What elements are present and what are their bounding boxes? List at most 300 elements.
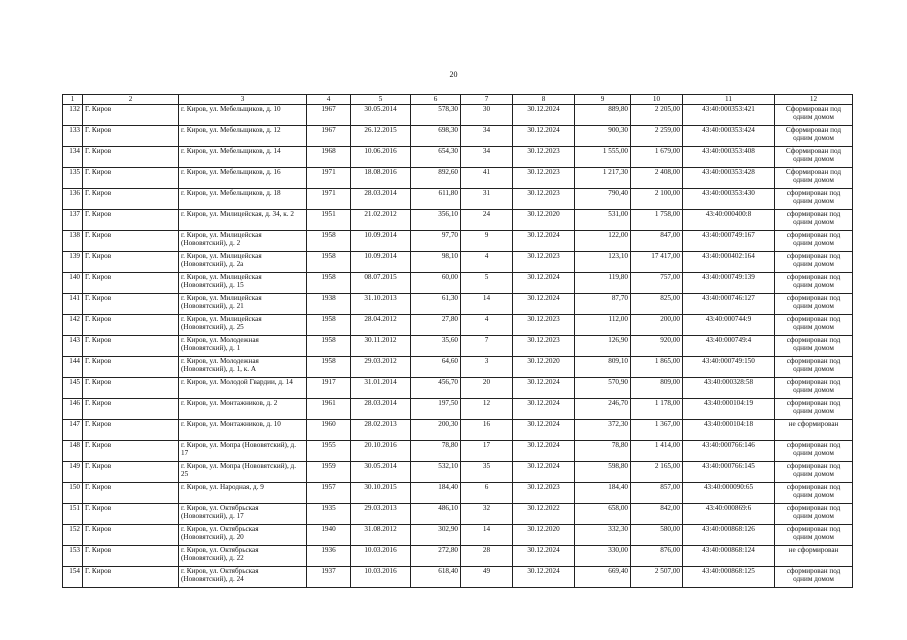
period-cell: 30.12.2024: [513, 567, 575, 588]
address-cell: г. Киров, ул. Милицейская (Нововятский), д. 2а: [179, 252, 307, 273]
period-cell: 30.12.2023: [513, 252, 575, 273]
period-cell: 30.12.2024: [513, 126, 575, 147]
year-cell: 1951: [307, 210, 351, 231]
table-row: [63, 210, 853, 231]
area-cell: 302,90: [411, 525, 461, 546]
address-cell: г. Киров, ул. Мебельщиков, д. 14: [179, 147, 307, 168]
table-row: [63, 504, 853, 525]
date-cell: 30.10.2015: [351, 483, 411, 504]
value10-cell: 580,00: [631, 525, 683, 546]
year-cell: 1936: [307, 546, 351, 567]
column-header: 7: [461, 95, 513, 105]
date-cell: 26.12.2015: [351, 126, 411, 147]
count-cell: 4: [461, 252, 513, 273]
row-number: 147: [63, 420, 83, 441]
value10-cell: 857,00: [631, 483, 683, 504]
row-number: 152: [63, 525, 83, 546]
value9-cell: 598,80: [575, 462, 631, 483]
city-cell: Г. Киров: [83, 483, 179, 504]
value9-cell: 246,70: [575, 399, 631, 420]
status-cell: сформирован под одним домом: [775, 399, 853, 420]
date-cell: 30.11.2012: [351, 336, 411, 357]
area-cell: 200,30: [411, 420, 461, 441]
city-cell: Г. Киров: [83, 546, 179, 567]
period-cell: 30.12.2024: [513, 546, 575, 567]
status-cell: Сформирован под одним домом: [775, 105, 853, 126]
value10-cell: 1 865,00: [631, 357, 683, 378]
row-number: 137: [63, 210, 83, 231]
year-cell: 1955: [307, 441, 351, 462]
count-cell: 32: [461, 504, 513, 525]
year-cell: 1958: [307, 252, 351, 273]
count-cell: 30: [461, 105, 513, 126]
page-number: 20: [449, 70, 458, 79]
area-cell: 892,60: [411, 168, 461, 189]
count-cell: 20: [461, 378, 513, 399]
row-number: 135: [63, 168, 83, 189]
value9-cell: 1 555,00: [575, 147, 631, 168]
year-cell: 1940: [307, 525, 351, 546]
table-row: [63, 546, 853, 567]
value9-cell: 330,00: [575, 546, 631, 567]
count-cell: 3: [461, 357, 513, 378]
cadastral-cell: 43:40:000353:424: [683, 126, 775, 147]
status-cell: сформирован под одним домом: [775, 336, 853, 357]
year-cell: 1967: [307, 126, 351, 147]
status-cell: сформирован под одним домом: [775, 252, 853, 273]
period-cell: 30.12.2024: [513, 105, 575, 126]
value10-cell: 847,00: [631, 231, 683, 252]
date-cell: 31.10.2013: [351, 294, 411, 315]
row-number: 132: [63, 105, 83, 126]
value10-cell: 920,00: [631, 336, 683, 357]
row-number: 153: [63, 546, 83, 567]
cadastral-cell: 43:40:000868:126: [683, 525, 775, 546]
value10-cell: 1 414,00: [631, 441, 683, 462]
value10-cell: 757,00: [631, 273, 683, 294]
status-cell: Сформирован под одним домом: [775, 147, 853, 168]
area-cell: 78,80: [411, 441, 461, 462]
housing-table: [62, 94, 853, 588]
date-cell: 10.03.2016: [351, 567, 411, 588]
table-row: [63, 273, 853, 294]
period-cell: 30.12.2023: [513, 336, 575, 357]
cadastral-cell: 43:40:000749:139: [683, 273, 775, 294]
value9-cell: 332,30: [575, 525, 631, 546]
date-cell: 10.09.2014: [351, 231, 411, 252]
row-number: 136: [63, 189, 83, 210]
cadastral-cell: 43:40:000749:167: [683, 231, 775, 252]
year-cell: 1917: [307, 378, 351, 399]
city-cell: Г. Киров: [83, 462, 179, 483]
value10-cell: 1 758,00: [631, 210, 683, 231]
value10-cell: 825,00: [631, 294, 683, 315]
city-cell: Г. Киров: [83, 126, 179, 147]
city-cell: Г. Киров: [83, 525, 179, 546]
date-cell: 30.05.2014: [351, 105, 411, 126]
value10-cell: 200,00: [631, 315, 683, 336]
status-cell: не сформирован: [775, 546, 853, 567]
value10-cell: 2 100,00: [631, 189, 683, 210]
count-cell: 4: [461, 315, 513, 336]
address-cell: г. Киров, ул. Мебельщиков, д. 10: [179, 105, 307, 126]
cadastral-cell: 43:40:000353:428: [683, 168, 775, 189]
count-cell: 7: [461, 336, 513, 357]
area-cell: 98,10: [411, 252, 461, 273]
column-header: 4: [307, 95, 351, 105]
column-header: 9: [575, 95, 631, 105]
date-cell: 10.09.2014: [351, 252, 411, 273]
city-cell: Г. Киров: [83, 567, 179, 588]
area-cell: 64,60: [411, 357, 461, 378]
value10-cell: 2 259,00: [631, 126, 683, 147]
period-cell: 30.12.2022: [513, 504, 575, 525]
date-cell: 28.03.2014: [351, 399, 411, 420]
row-number: 142: [63, 315, 83, 336]
table-row: [63, 462, 853, 483]
value10-cell: 809,00: [631, 378, 683, 399]
area-cell: 61,30: [411, 294, 461, 315]
year-cell: 1958: [307, 231, 351, 252]
value9-cell: 1 217,30: [575, 168, 631, 189]
value10-cell: 842,00: [631, 504, 683, 525]
date-cell: 28.04.2012: [351, 315, 411, 336]
area-cell: 197,50: [411, 399, 461, 420]
value10-cell: 876,00: [631, 546, 683, 567]
count-cell: 49: [461, 567, 513, 588]
address-cell: г. Киров, ул. Молодежная (Нововятский), д. 1, к. А: [179, 357, 307, 378]
row-number: 149: [63, 462, 83, 483]
area-cell: 356,10: [411, 210, 461, 231]
value9-cell: 809,10: [575, 357, 631, 378]
year-cell: 1959: [307, 462, 351, 483]
area-cell: 272,80: [411, 546, 461, 567]
count-cell: 41: [461, 168, 513, 189]
housing-table-container: [62, 94, 852, 588]
date-cell: 31.08.2012: [351, 525, 411, 546]
status-cell: сформирован под одним домом: [775, 231, 853, 252]
status-cell: сформирован под одним домом: [775, 378, 853, 399]
city-cell: Г. Киров: [83, 168, 179, 189]
value9-cell: 122,00: [575, 231, 631, 252]
year-cell: 1958: [307, 336, 351, 357]
address-cell: г. Киров, ул. Милицейская (Нововятский), д. 15: [179, 273, 307, 294]
address-cell: г. Киров, ул. Молодежная (Нововятский), д. 1: [179, 336, 307, 357]
cadastral-cell: 43:40:000402:164: [683, 252, 775, 273]
city-cell: Г. Киров: [83, 378, 179, 399]
date-cell: 30.05.2014: [351, 462, 411, 483]
column-header: 8: [513, 95, 575, 105]
period-cell: 30.12.2023: [513, 168, 575, 189]
value10-cell: 2 205,00: [631, 105, 683, 126]
count-cell: 35: [461, 462, 513, 483]
table-row: [63, 336, 853, 357]
row-number: 140: [63, 273, 83, 294]
address-cell: г. Киров, ул. Милицейская (Нововятский), д. 2: [179, 231, 307, 252]
value9-cell: 112,00: [575, 315, 631, 336]
date-cell: 20.10.2016: [351, 441, 411, 462]
period-cell: 30.12.2023: [513, 315, 575, 336]
date-cell: 31.01.2014: [351, 378, 411, 399]
row-number: 145: [63, 378, 83, 399]
area-cell: 578,30: [411, 105, 461, 126]
row-number: 141: [63, 294, 83, 315]
table-row: [63, 399, 853, 420]
table-row: [63, 315, 853, 336]
year-cell: 1957: [307, 483, 351, 504]
value10-cell: 1 367,00: [631, 420, 683, 441]
area-cell: 60,00: [411, 273, 461, 294]
address-cell: г. Киров, ул. Октябрьская (Нововятский), д. 20: [179, 525, 307, 546]
table-row: [63, 378, 853, 399]
status-cell: сформирован под одним домом: [775, 315, 853, 336]
cadastral-cell: 43:40:000766:146: [683, 441, 775, 462]
value9-cell: 669,40: [575, 567, 631, 588]
table-row: [63, 483, 853, 504]
date-cell: 29.03.2012: [351, 357, 411, 378]
city-cell: Г. Киров: [83, 105, 179, 126]
cadastral-cell: 43:40:000868:125: [683, 567, 775, 588]
status-cell: Сформирован под одним домом: [775, 168, 853, 189]
column-header: 11: [683, 95, 775, 105]
area-cell: 618,40: [411, 567, 461, 588]
address-cell: г. Киров, ул. Мебельщиков, д. 16: [179, 168, 307, 189]
status-cell: сформирован под одним домом: [775, 189, 853, 210]
year-cell: 1958: [307, 315, 351, 336]
value10-cell: 17 417,00: [631, 252, 683, 273]
city-cell: Г. Киров: [83, 231, 179, 252]
period-cell: 30.12.2024: [513, 273, 575, 294]
column-header: 12: [775, 95, 853, 105]
date-cell: 10.06.2016: [351, 147, 411, 168]
address-cell: г. Киров, ул. Октябрьская (Нововятский), д. 17: [179, 504, 307, 525]
column-header: 6: [411, 95, 461, 105]
cadastral-cell: 43:40:000400:8: [683, 210, 775, 231]
table-row: [63, 105, 853, 126]
city-cell: Г. Киров: [83, 252, 179, 273]
row-number: 146: [63, 399, 83, 420]
row-number: 150: [63, 483, 83, 504]
date-cell: 08.07.2015: [351, 273, 411, 294]
area-cell: 611,80: [411, 189, 461, 210]
date-cell: 18.08.2016: [351, 168, 411, 189]
address-cell: г. Киров, ул. Народная, д. 9: [179, 483, 307, 504]
cadastral-cell: 43:40:000353:430: [683, 189, 775, 210]
city-cell: Г. Киров: [83, 420, 179, 441]
status-cell: Сформирован под одним домом: [775, 126, 853, 147]
status-cell: сформирован под одним домом: [775, 525, 853, 546]
table-row: [63, 231, 853, 252]
period-cell: 30.12.2024: [513, 441, 575, 462]
year-cell: 1971: [307, 189, 351, 210]
value9-cell: 658,00: [575, 504, 631, 525]
period-cell: 30.12.2024: [513, 462, 575, 483]
count-cell: 12: [461, 399, 513, 420]
date-cell: 28.03.2014: [351, 189, 411, 210]
value9-cell: 78,80: [575, 441, 631, 462]
period-cell: 30.12.2024: [513, 378, 575, 399]
row-number: 138: [63, 231, 83, 252]
year-cell: 1958: [307, 273, 351, 294]
value9-cell: 372,30: [575, 420, 631, 441]
status-cell: сформирован под одним домом: [775, 504, 853, 525]
cadastral-cell: 43:40:000090:65: [683, 483, 775, 504]
area-cell: 27,80: [411, 315, 461, 336]
table-row: [63, 189, 853, 210]
status-cell: сформирован под одним домом: [775, 273, 853, 294]
area-cell: 486,10: [411, 504, 461, 525]
count-cell: 24: [461, 210, 513, 231]
date-cell: 21.02.2012: [351, 210, 411, 231]
status-cell: не сформирован: [775, 420, 853, 441]
header-row: [63, 95, 853, 105]
address-cell: г. Киров, ул. Монтажников, д. 10: [179, 420, 307, 441]
table-row: [63, 168, 853, 189]
city-cell: Г. Киров: [83, 189, 179, 210]
address-cell: г. Киров, ул. Мопра (Нововятский), д. 17: [179, 441, 307, 462]
column-header: 3: [179, 95, 307, 105]
table-row: [63, 126, 853, 147]
count-cell: 34: [461, 126, 513, 147]
table-row: [63, 147, 853, 168]
date-cell: 28.02.2013: [351, 420, 411, 441]
row-number: 133: [63, 126, 83, 147]
period-cell: 30.12.2020: [513, 210, 575, 231]
cadastral-cell: 43:40:000328:58: [683, 378, 775, 399]
status-cell: сформирован под одним домом: [775, 210, 853, 231]
cadastral-cell: 43:40:000744:9: [683, 315, 775, 336]
city-cell: Г. Киров: [83, 315, 179, 336]
year-cell: 1938: [307, 294, 351, 315]
status-cell: сформирован под одним домом: [775, 294, 853, 315]
period-cell: 30.12.2024: [513, 399, 575, 420]
year-cell: 1961: [307, 399, 351, 420]
count-cell: 14: [461, 525, 513, 546]
status-cell: сформирован под одним домом: [775, 483, 853, 504]
count-cell: 34: [461, 147, 513, 168]
status-cell: сформирован под одним домом: [775, 441, 853, 462]
count-cell: 9: [461, 231, 513, 252]
value9-cell: 570,90: [575, 378, 631, 399]
count-cell: 16: [461, 420, 513, 441]
row-number: 151: [63, 504, 83, 525]
count-cell: 14: [461, 294, 513, 315]
cadastral-cell: 43:40:000869:6: [683, 504, 775, 525]
area-cell: 698,30: [411, 126, 461, 147]
row-number: 154: [63, 567, 83, 588]
period-cell: 30.12.2024: [513, 420, 575, 441]
count-cell: 17: [461, 441, 513, 462]
table-row: [63, 525, 853, 546]
table-row: [63, 420, 853, 441]
cadastral-cell: 43:40:000104:18: [683, 420, 775, 441]
year-cell: 1968: [307, 147, 351, 168]
row-number: 134: [63, 147, 83, 168]
count-cell: 6: [461, 483, 513, 504]
cadastral-cell: 43:40:000104:19: [683, 399, 775, 420]
table-body: [63, 105, 853, 588]
table-row: [63, 441, 853, 462]
address-cell: г. Киров, ул. Мебельщиков, д. 12: [179, 126, 307, 147]
value9-cell: 900,30: [575, 126, 631, 147]
address-cell: г. Киров, ул. Монтажников, д. 2: [179, 399, 307, 420]
value9-cell: 119,80: [575, 273, 631, 294]
area-cell: 532,10: [411, 462, 461, 483]
city-cell: Г. Киров: [83, 210, 179, 231]
value10-cell: 1 679,00: [631, 147, 683, 168]
city-cell: Г. Киров: [83, 441, 179, 462]
cadastral-cell: 43:40:000868:124: [683, 546, 775, 567]
period-cell: 30.12.2024: [513, 294, 575, 315]
value9-cell: 184,40: [575, 483, 631, 504]
status-cell: сформирован под одним домом: [775, 567, 853, 588]
address-cell: г. Киров, ул. Октябрьская (Нововятский), д. 24: [179, 567, 307, 588]
table-row: [63, 357, 853, 378]
value9-cell: 126,90: [575, 336, 631, 357]
column-header: 1: [63, 95, 83, 105]
cadastral-cell: 43:40:000766:145: [683, 462, 775, 483]
cadastral-cell: 43:40:000353:408: [683, 147, 775, 168]
address-cell: г. Киров, ул. Милицейская (Нововятский), д. 25: [179, 315, 307, 336]
count-cell: 5: [461, 273, 513, 294]
status-cell: сформирован под одним домом: [775, 462, 853, 483]
city-cell: Г. Киров: [83, 357, 179, 378]
date-cell: 10.03.2016: [351, 546, 411, 567]
value9-cell: 531,00: [575, 210, 631, 231]
cadastral-cell: 43:40:000749:150: [683, 357, 775, 378]
address-cell: г. Киров, ул. Октябрьская (Нововятский), д. 22: [179, 546, 307, 567]
area-cell: 456,70: [411, 378, 461, 399]
value9-cell: 790,40: [575, 189, 631, 210]
cadastral-cell: 43:40:000353:421: [683, 105, 775, 126]
city-cell: Г. Киров: [83, 336, 179, 357]
city-cell: Г. Киров: [83, 399, 179, 420]
value9-cell: 889,80: [575, 105, 631, 126]
cadastral-cell: 43:40:000749:4: [683, 336, 775, 357]
year-cell: 1935: [307, 504, 351, 525]
row-number: 148: [63, 441, 83, 462]
column-header: 10: [631, 95, 683, 105]
value9-cell: 87,70: [575, 294, 631, 315]
value10-cell: 1 178,00: [631, 399, 683, 420]
year-cell: 1958: [307, 357, 351, 378]
row-number: 139: [63, 252, 83, 273]
period-cell: 30.12.2020: [513, 357, 575, 378]
table-row: [63, 252, 853, 273]
year-cell: 1960: [307, 420, 351, 441]
city-cell: Г. Киров: [83, 273, 179, 294]
year-cell: 1937: [307, 567, 351, 588]
row-number: 143: [63, 336, 83, 357]
period-cell: 30.12.2023: [513, 147, 575, 168]
period-cell: 30.12.2023: [513, 189, 575, 210]
row-number: 144: [63, 357, 83, 378]
address-cell: г. Киров, ул. Мопра (Нововятский), д. 25: [179, 462, 307, 483]
period-cell: 30.12.2024: [513, 231, 575, 252]
value10-cell: 2 408,00: [631, 168, 683, 189]
area-cell: 97,70: [411, 231, 461, 252]
cadastral-cell: 43:40:000746:127: [683, 294, 775, 315]
count-cell: 31: [461, 189, 513, 210]
address-cell: г. Киров, ул. Молодой Гвардии, д. 14: [179, 378, 307, 399]
area-cell: 654,30: [411, 147, 461, 168]
column-header: 2: [83, 95, 179, 105]
value10-cell: 2 165,00: [631, 462, 683, 483]
table-row: [63, 294, 853, 315]
address-cell: г. Киров, ул. Милицейская, д. 34, к. 2: [179, 210, 307, 231]
count-cell: 28: [461, 546, 513, 567]
period-cell: 30.12.2020: [513, 525, 575, 546]
